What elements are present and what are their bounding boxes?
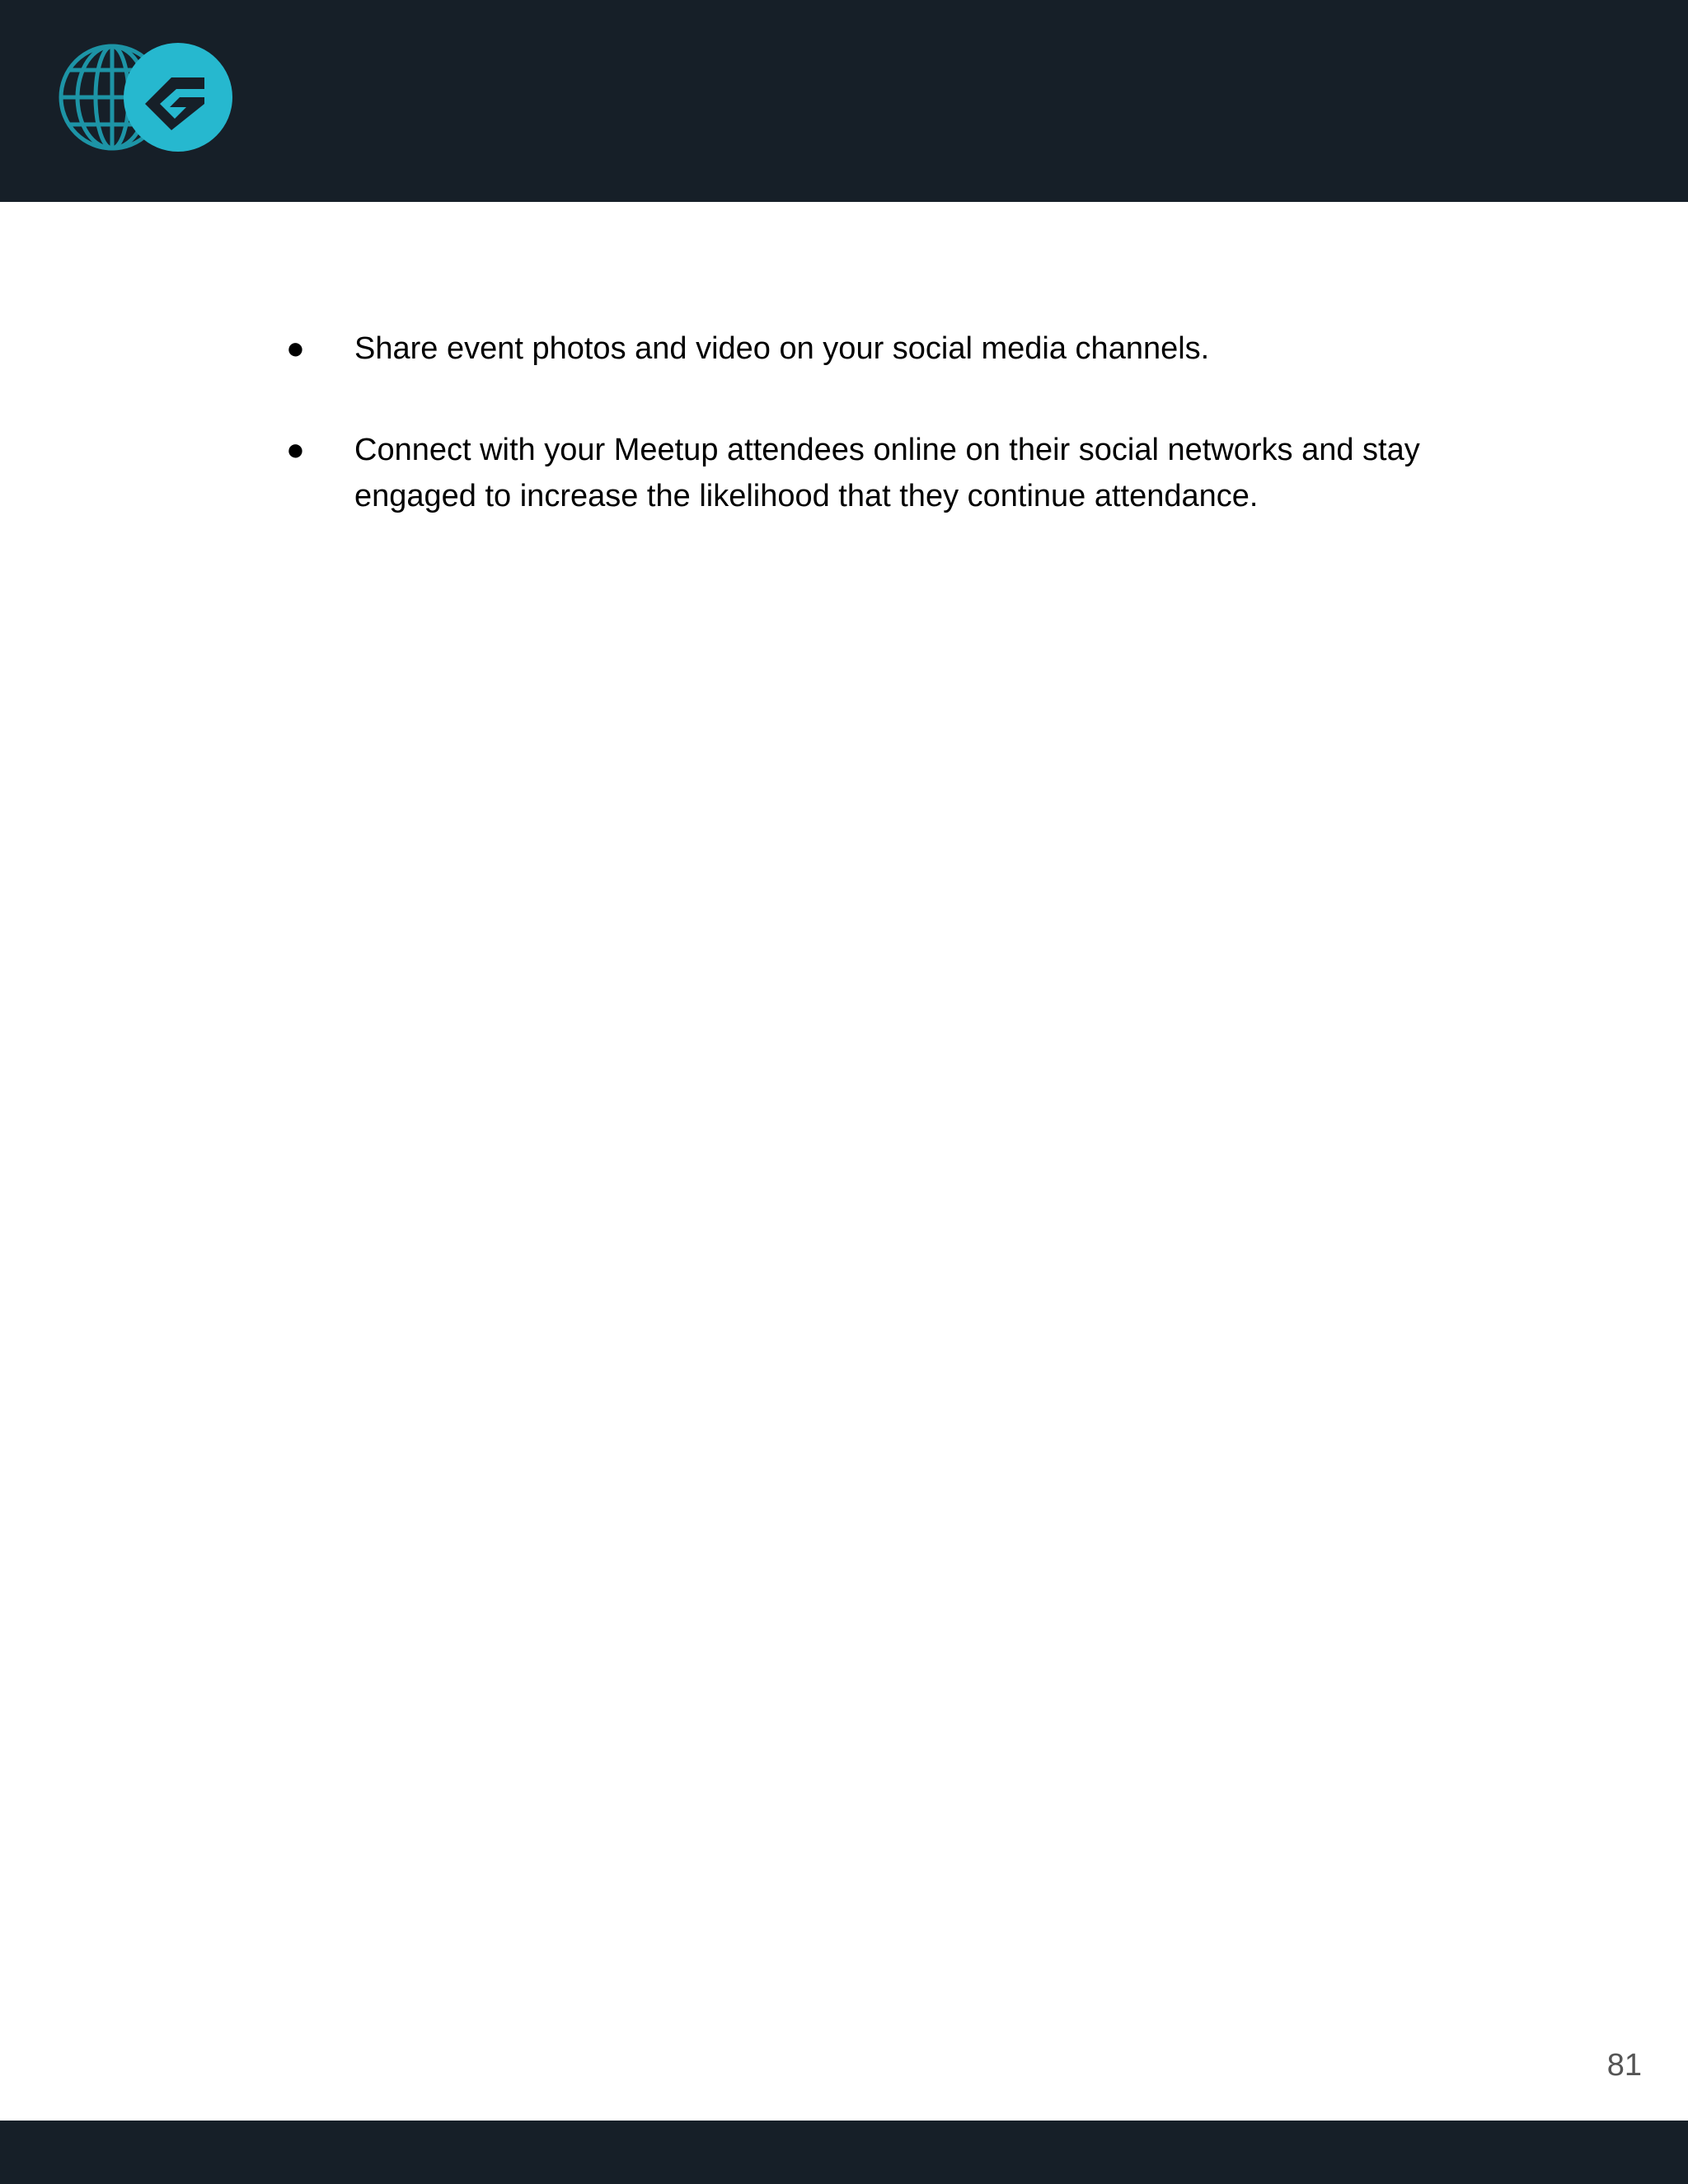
list-item: [0, 427, 1688, 519]
bullet-text: Connect with your Meetup attendees online on their social networks and stay engaged to increase the likelihood that they continue attendance.: [354, 433, 1420, 513]
bullet-text: Share event photos and video on your social media channels.: [354, 331, 1210, 366]
bullet-list: [0, 326, 1688, 574]
list-item: [0, 326, 1688, 372]
bullet-marker: ●: [286, 331, 305, 366]
page-number: 81: [1606, 2048, 1642, 2083]
bullet-marker: ●: [286, 433, 305, 467]
footer-bar: [0, 2121, 1688, 2184]
